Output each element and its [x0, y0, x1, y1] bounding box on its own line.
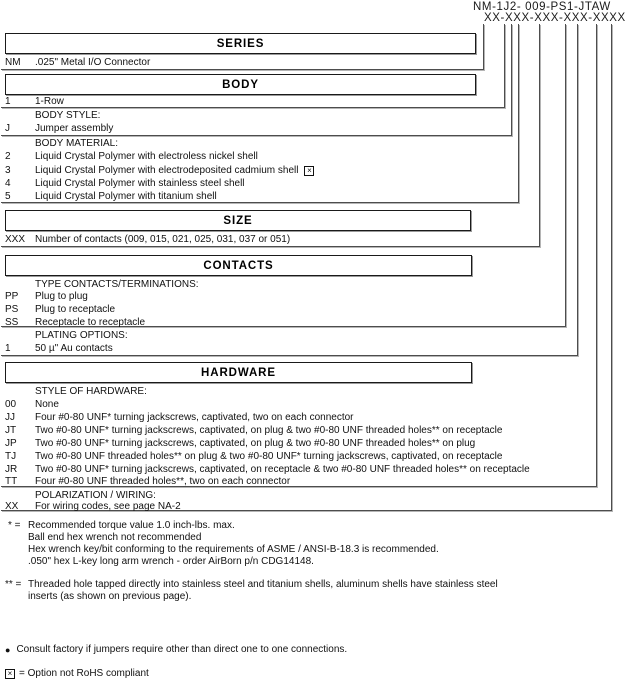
table-row: [5, 501, 181, 513]
option-desc: Two #0-80 UNF threaded holes** on plug & two #0-80 UNF* turning jackscrews, captivated, on receptacle: [35, 451, 503, 462]
footnote-line: inserts (as shown on previous page).: [28, 591, 192, 602]
option-code: TT: [5, 476, 18, 487]
footnote-star-prefix: * =: [8, 520, 21, 531]
table-row: [5, 438, 475, 450]
section-header-hardware: [5, 362, 472, 383]
section-title: CONTACTS: [203, 259, 274, 272]
option-desc: Four #0-80 UNF threaded holes**, two on each connector: [35, 476, 291, 487]
group-label-body-material: BODY MATERIAL:: [35, 138, 118, 149]
option-code: NM: [5, 57, 21, 68]
table-row: [5, 476, 290, 488]
section-header-body: [5, 74, 476, 95]
option-desc: 50 µ" Au contacts: [35, 343, 113, 354]
table-row: [5, 178, 245, 190]
footnote-line: Recommended torque value 1.0 inch-lbs. max.: [28, 520, 235, 531]
option-code: PS: [5, 304, 19, 315]
section-title: SERIES: [216, 37, 265, 50]
table-row: [5, 304, 115, 316]
table-row: [5, 412, 354, 424]
group-label-plating: PLATING OPTIONS:: [35, 330, 128, 341]
option-code: SS: [5, 317, 19, 328]
option-desc: Liquid Crystal Polymer with electroless nickel shell: [35, 151, 258, 162]
option-code: PP: [5, 291, 19, 302]
section-title: SIZE: [223, 214, 253, 227]
option-desc: Number of contacts (009, 015, 021, 025, 031, 037 or 051): [35, 234, 291, 245]
option-desc: Receptacle to receptacle: [35, 317, 146, 328]
option-code: 3: [5, 165, 11, 176]
option-code: JP: [5, 438, 17, 449]
table-row: [5, 123, 113, 135]
table-row: [5, 399, 59, 411]
footnote-line: Ball end hex wrench not recommended: [28, 532, 202, 543]
option-desc: .025" Metal I/O Connector: [35, 57, 151, 68]
option-desc: Plug to plug: [35, 291, 88, 302]
option-desc: 1-Row: [35, 96, 64, 107]
option-desc: Two #0-80 UNF* turning jackscrews, captivated, on receptacle & two #0-80 UNF threaded holes** on receptacle: [35, 464, 530, 475]
footnote-threaded-hole: [5, 579, 498, 603]
option-code: 5: [5, 191, 11, 202]
table-row: [5, 96, 64, 108]
group-label-body-style: BODY STYLE:: [35, 110, 101, 121]
option-code: 00: [5, 399, 17, 410]
consult-factory-text: Consult factory if jumpers require other than direct one to one connections.: [16, 644, 348, 655]
option-desc: Four #0-80 UNF* turning jackscrews, captivated, two on each connector: [35, 412, 354, 423]
table-row: [5, 165, 314, 177]
option-code: 4: [5, 178, 11, 189]
option-code: JR: [5, 464, 18, 475]
section-title: BODY: [222, 78, 259, 91]
option-code: XXX: [5, 234, 26, 245]
option-code: XX: [5, 501, 19, 512]
option-code: TJ: [5, 451, 17, 462]
option-code: 1: [5, 343, 11, 354]
option-code: JT: [5, 425, 17, 436]
table-row: [5, 451, 502, 463]
option-code: JJ: [5, 412, 15, 423]
group-label-contacts-type: TYPE CONTACTS/TERMINATIONS:: [35, 279, 199, 290]
footnote-torque: [8, 520, 439, 568]
section-title: HARDWARE: [201, 366, 276, 379]
rohs-legend-text: = Option not RoHS compliant: [19, 668, 149, 679]
option-desc: Liquid Crystal Polymer with electrodeposited cadmium shell: [35, 165, 299, 176]
table-row: [5, 234, 290, 246]
table-row: [5, 317, 145, 329]
option-desc: Two #0-80 UNF* turning jackscrews, captivated, on plug & two #0-80 UNF threaded holes** on receptacle: [35, 425, 503, 436]
option-desc: Liquid Crystal Polymer with titanium shell: [35, 191, 217, 202]
table-row: [5, 151, 258, 163]
consult-factory-note: [5, 644, 347, 655]
table-row: [5, 425, 502, 437]
group-label-hardware-style: STYLE OF HARDWARE:: [35, 386, 147, 397]
option-desc: Two #0-80 UNF* turning jackscrews, captivated, on plug & two #0-80 UNF threaded holes** on plug: [35, 438, 476, 449]
footnote-line: Hex wrench key/bit conforming to the requirements of ASME / ANSI-B-18.3 is recommended.: [28, 544, 439, 555]
option-code: 1: [5, 96, 11, 107]
section-header-contacts: [5, 255, 472, 276]
table-row: [5, 57, 150, 69]
not-rohs-icon: ×: [5, 669, 15, 679]
rohs-legend: [5, 668, 149, 679]
bullet-icon: ●: [5, 644, 11, 655]
table-row: [5, 464, 530, 476]
table-row: [5, 343, 113, 355]
footnote-doublestar-prefix: ** =: [5, 579, 22, 590]
option-desc: None: [35, 399, 59, 410]
option-desc: For wiring codes, see page NA-2: [35, 501, 181, 512]
option-code: 2: [5, 151, 11, 162]
part-number-template: XX-XXX-XXX-XXX-XXXX: [484, 12, 626, 24]
group-label-polarization: POLARIZATION / WIRING:: [35, 490, 156, 501]
option-desc: Plug to receptacle: [35, 304, 116, 315]
footnote-line: .050" hex L-key long arm wrench - order AirBorn p/n CDG14148.: [28, 556, 314, 567]
section-header-series: [5, 33, 476, 54]
part-number-example: NM-1J2- 009-PS1-JTAW: [473, 1, 611, 13]
footnote-line: Threaded hole tapped directly into stainless steel and titanium shells, aluminum shells have stainless steel: [28, 579, 498, 590]
option-desc: Jumper assembly: [35, 123, 114, 134]
table-row: [5, 291, 88, 303]
not-rohs-icon: ×: [304, 166, 314, 176]
option-desc: Liquid Crystal Polymer with stainless steel shell: [35, 178, 245, 189]
table-row: [5, 191, 217, 203]
option-code: J: [5, 123, 10, 134]
section-header-size: [5, 210, 471, 231]
